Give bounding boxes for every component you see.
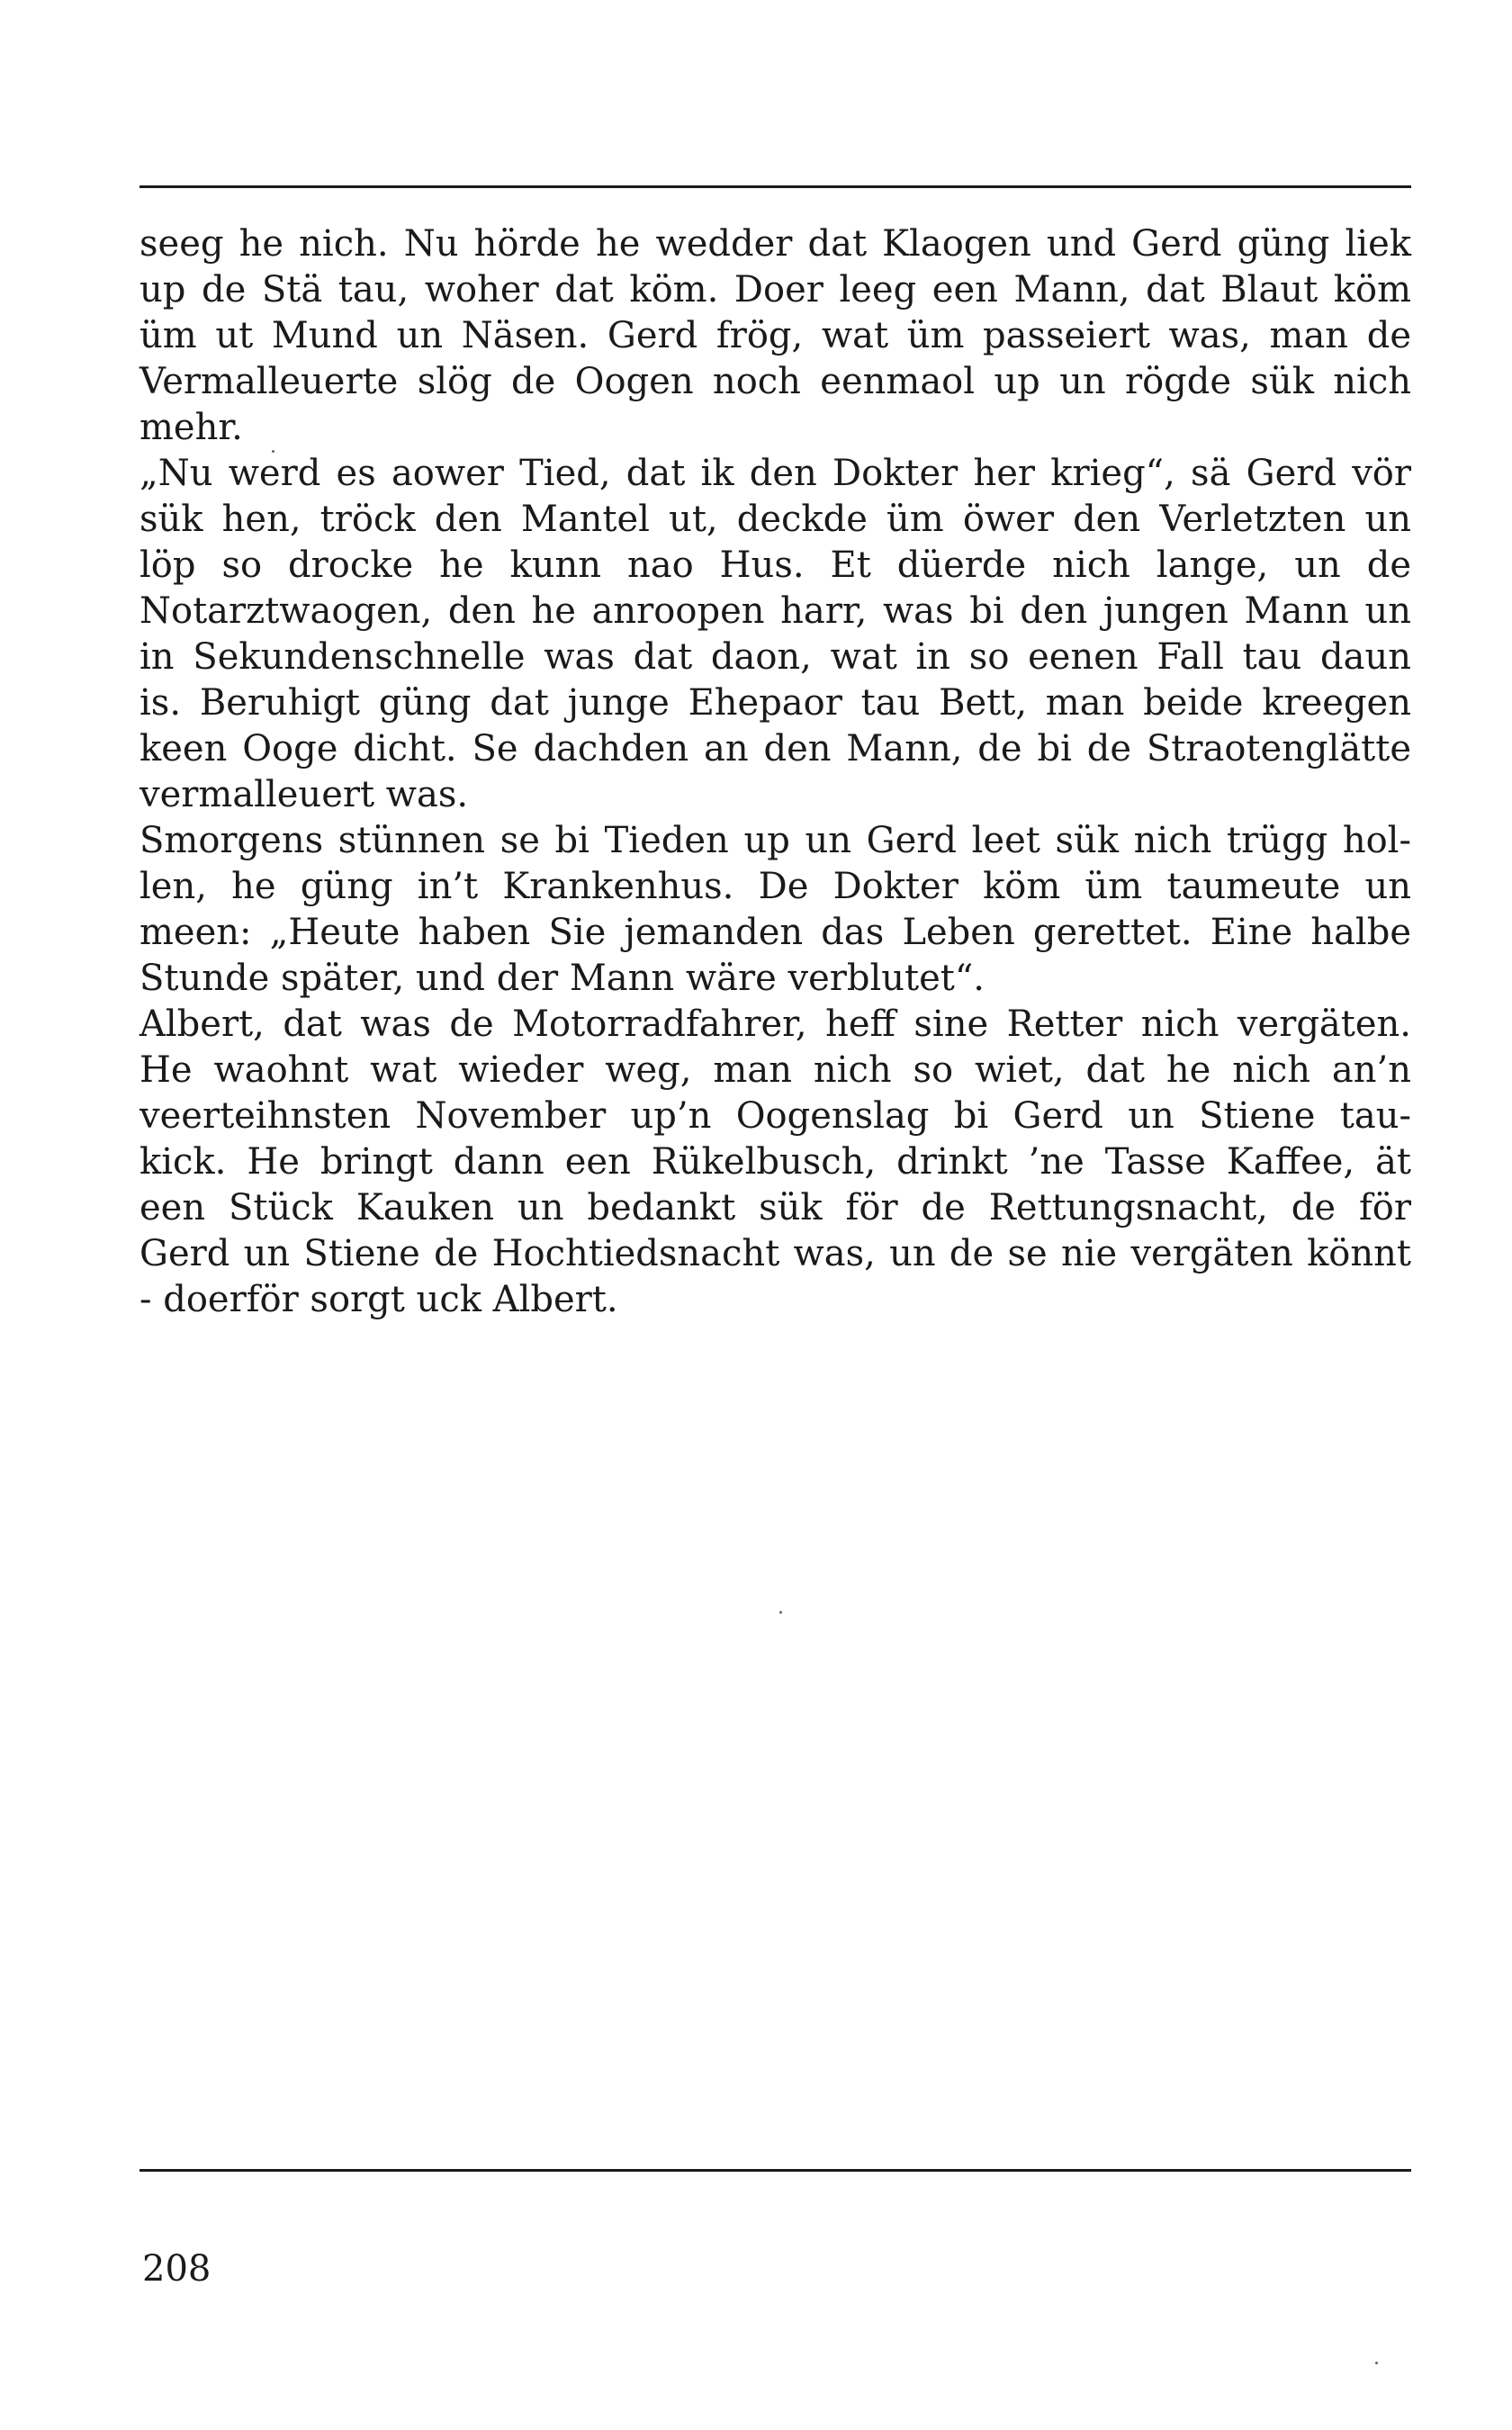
text-line: sük hen, tröck den Mantel ut, deckde üm öwer den Verletzten un	[140, 499, 1411, 540]
text-line: is. Beruhigt güng dat junge Ehepaor tau Bett, man beide kreegen	[140, 682, 1411, 724]
text-line: len, he güng in’t Krankenhus. De Dokter köm üm taumeute un	[140, 866, 1411, 907]
text-line: vermalleuert was.	[140, 774, 469, 815]
text-line: Smorgens stünnen se bi Tieden up un Gerd leet sük nich trügg hol-	[140, 820, 1411, 861]
text-line: Stunde später, und der Mann wäre verblutet“.	[140, 958, 986, 999]
text-line: Notarztwaogen, den he anroopen harr, was bi den jungen Mann un	[140, 590, 1411, 632]
text-line: in Sekundenschnelle was dat daon, wat in so eenen Fall tau daun	[140, 636, 1411, 678]
text-line: mehr.	[140, 407, 243, 448]
text-line: üm ut Mund un Näsen. Gerd frög, wat üm passeiert was, man de	[140, 315, 1411, 356]
text-line: een Stück Kauken un bedankt sük för de Rettungsnacht, de för	[140, 1187, 1411, 1228]
page-number: 208	[142, 2248, 212, 2290]
text-line: Albert, dat was de Motorradfahrer, heff sine Retter nich vergäten.	[140, 1004, 1411, 1045]
scan-speck	[779, 1611, 782, 1614]
text-line: Vermalleuerte slög de Oogen noch eenmaol up un rögde sük nich	[140, 361, 1411, 402]
body-text	[140, 221, 1411, 1323]
scan-speck	[272, 450, 274, 453]
text-line: Gerd un Stiene de Hochtiedsnacht was, un de se nie vergäten könnt	[140, 1233, 1411, 1274]
top-rule	[140, 185, 1411, 188]
text-line: „Nu werd es aower Tied, dat ik den Dokter her krieg“, sä Gerd vör	[140, 453, 1411, 494]
text-line: He waohnt wat wieder weg, man nich so wiet, dat he nich an’n	[140, 1049, 1411, 1091]
text-line: meen: „Heute haben Sie jemanden das Leben gerettet. Eine halbe	[140, 912, 1411, 953]
text-line: up de Stä tau, woher dat köm. Doer leeg een Mann, dat Blaut köm	[140, 269, 1411, 310]
bottom-rule	[140, 2169, 1411, 2172]
text-line: seeg he nich. Nu hörde he wedder dat Klaogen und Gerd güng liek	[140, 223, 1411, 265]
text-line: löp so drocke he kunn nao Hus. Et düerde nich lange, un de	[140, 544, 1411, 586]
text-line: veerteihnsten November up’n Oogenslag bi Gerd un Stiene tau-	[140, 1095, 1411, 1137]
text-line: kick. He bringt dann een Rükelbusch, drinkt ’ne Tasse Kaffee, ät	[140, 1141, 1411, 1183]
scan-speck	[1375, 2362, 1378, 2364]
text-line: keen Ooge dicht. Se dachden an den Mann, de bi de Straotenglätte	[140, 728, 1411, 770]
text-line: - doerför sorgt uck Albert.	[140, 1279, 618, 1320]
